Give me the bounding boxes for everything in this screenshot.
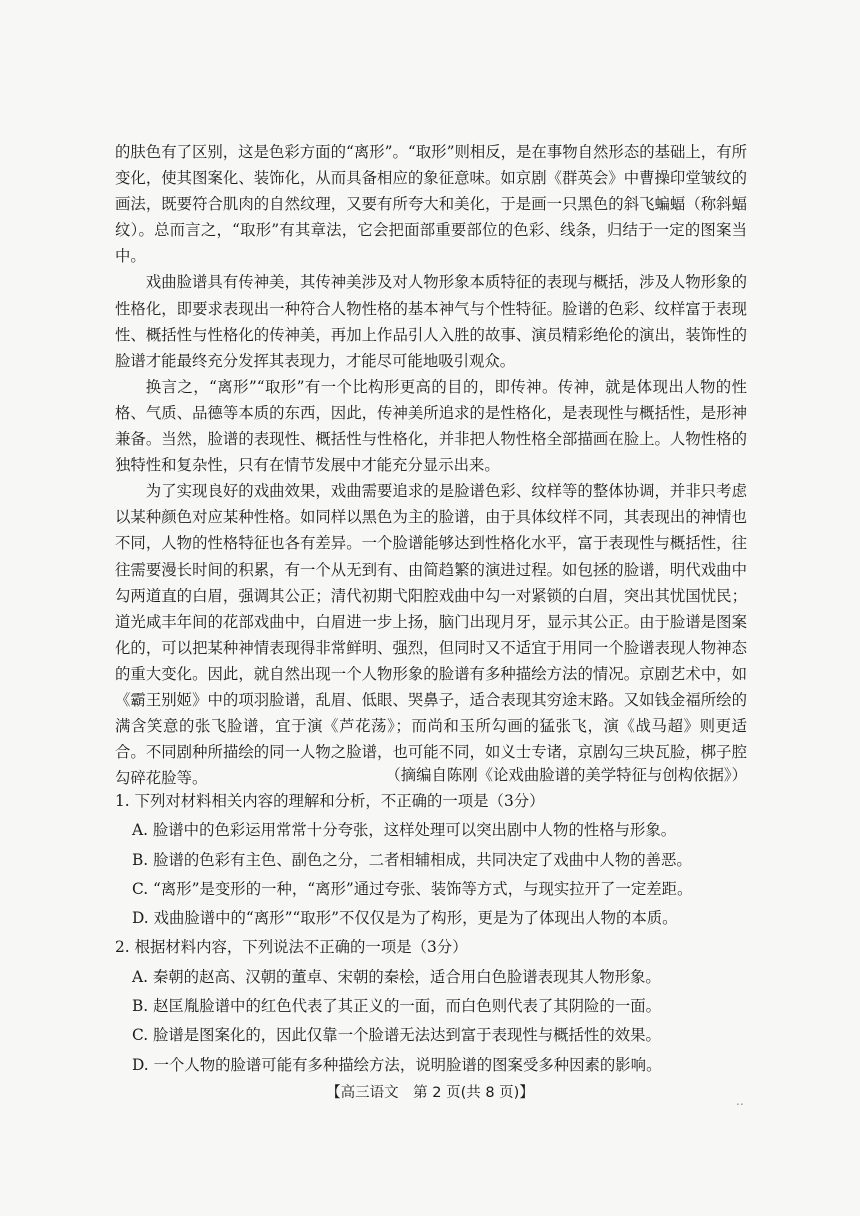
- passage-paragraph: 戏曲脸谱具有传神美，其传神美涉及对人物形象本质特征的表现与概括，涉及人物形象的性格化，即要求表现出一种符合人物性格的基本神气与个性特征。脸谱的色彩、纹样富于表现性、概括性与性格化的传神美，再加上作品引人入胜的故事、演员精彩绝伦的演出，装饰性的脸谱才能最终充分发挥其表现力，才能尽可能地吸引观众。: [115, 273, 747, 370]
- answer-option-b: B. 赵匡胤脸谱中的红色代表了其正义的一面，而白色则代表了其阴险的一面。: [132, 997, 661, 1016]
- passage-paragraph: 换言之，“离形”“取形”有一个比构形更高的目的，即传神。传神，就是体现出人物的性格、气质、品德等本质的东西，因此，传神美所追求的是性格化，是表现性与概括性，是形神兼备。当然，脸谱的表现性、概括性与性格化，并非把人物性格全部描画在脸上。人物性格的独特性和复杂性，只有在情节发展中才能充分显示出来。: [115, 377, 747, 475]
- answer-option-c: C. 脸谱是图案化的，因此仅靠一个脸谱无法达到富于表现性与概括性的效果。: [132, 1026, 661, 1045]
- answer-option-c: C. “离形”是变形的一种，“离形”通过夸张、装饰等方式，与现实拉开了一定差距。: [132, 879, 693, 898]
- passage-paragraph: 的肤色有了区别，这是色彩方面的“离形”。“取形”则相反，是在事物自然形态的基础上，有所变化，使其图案化、装饰化，从而具备相应的象征意味。如京剧《群英会》中曹操印堂皱纹的画法，既要符合肌肉的自然纹理，又要有所夸大和美化，于是画一只黑色的斜飞蝙蝠（称斜蝠纹）。总而言之，“取形”有其章法，它会把面部重要部位的色彩、线条，归结于一定的图案当中。: [115, 143, 747, 266]
- answer-option-a: A. 秦朝的赵高、汉朝的董卓、宋朝的秦桧，适合用白色脸谱表现其人物形象。: [132, 967, 661, 986]
- answer-option-d: D. 戏曲脸谱中的“离形”“取形”不仅仅是为了构形，更是为了体现出人物的本质。: [132, 909, 678, 928]
- question-list: [115, 787, 747, 1080]
- question-stem: 1. 下列对材料相关内容的理解和分析，不正确的一项是（3分）: [115, 792, 545, 810]
- passage-paragraph: 为了实现良好的戏曲效果，戏曲需要追求的是脸谱色彩、纹样等的整体协调，并非只考虑以某种颜色对应某种性格。如同样以黑色为主的脸谱，由于具体纹样不同，其表现出的神情也不同，人物的性格特征也各有差异。一个脸谱能够达到性格化水平，富于表现性与概括性，往往需要漫长时间的积累，有一个从无到有、由简趋繁的演进过程。如包拯的脸谱，明代戏曲中勾两道直的白眉，强调其公正；清代初期弋阳腔戏曲中勾一对紧锁的白眉，突出其忧国忧民；道光咸丰年间的花部戏曲中，白眉进一步上扬，脑门出现月牙，显示其公正。由于脸谱是图案化的，可以把某种神情表现得非常鲜明、强烈，但同时又不适宜于用同一个脸谱表现人物神态的重大变化。因此，就自然出现一个人物形象的脸谱有多种描绘方法的情况。京剧艺术中，如《霸王别姬》中的项羽脸谱，乱眉、低眼、哭鼻子，适合表现其穷途末路。又如钱金福所绘的满含笑意的张飞脸谱，宜于演《芦花荡》；而尚和玉所勾画的猛张飞，演《战马超》则更适合。不同剧种所描绘的同一人物之脸谱，也可能不同，如义士专诸，京剧勾三块瓦脸，梆子腔勾碎花脸等。: [115, 482, 747, 788]
- question-2: [115, 933, 747, 1079]
- answer-option-d: D. 一个人物的脸谱可能有多种描绘方法，说明脸谱的图案受多种因素的影响。: [132, 1055, 662, 1074]
- source-citation: （摘编自陈刚《论戏曲脸谱的美学特征与创构依据》）: [385, 766, 747, 784]
- question-stem: 2. 根据材料内容，下列说法不正确的一项是（3分）: [115, 938, 468, 957]
- question-1: [115, 787, 747, 933]
- answer-option-a: A. 脸谱中的色彩运用常常十分夸张，这样处理可以突出剧中人物的性格与形象。: [132, 821, 677, 840]
- reading-passage: [115, 139, 747, 791]
- scan-mark: ..: [736, 1094, 744, 1108]
- answer-option-b: B. 脸谱的色彩有主色、副色之分，二者相辅相成，共同决定了戏曲中人物的善恶。: [132, 850, 692, 869]
- page-footer: 【高三语文 第 2 页(共 8 页)】: [326, 1085, 534, 1101]
